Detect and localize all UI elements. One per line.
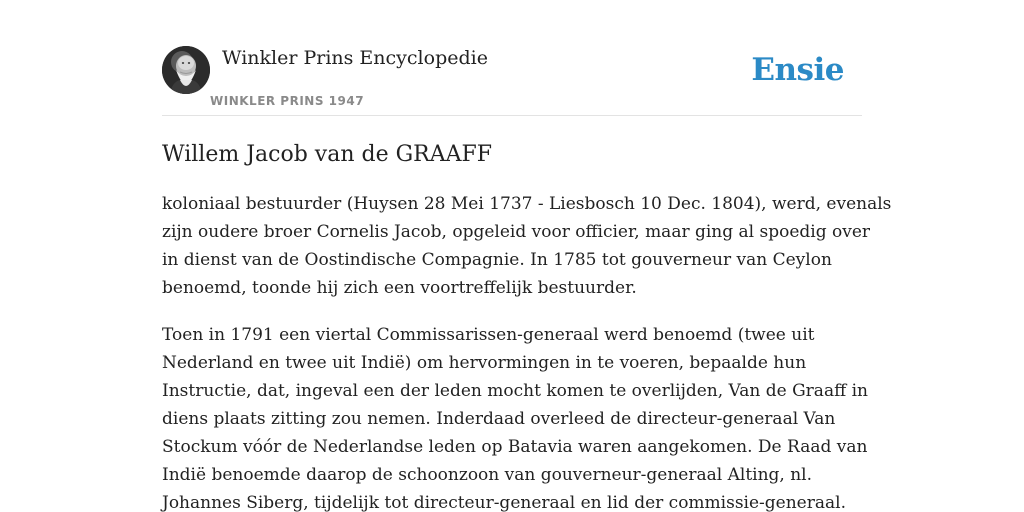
paragraph [162, 190, 892, 302]
bearded-man-portrait-icon [162, 46, 210, 94]
article-title: Willem Jacob van de GRAAFF [162, 142, 493, 167]
source-header [162, 0, 862, 116]
article-container [162, 0, 892, 512]
avatar[interactable] [162, 46, 210, 94]
text-line: Stockum vóór de Nederlandse leden op Batavia waren aangekomen. De Raad van [162, 437, 868, 457]
brand-logo[interactable]: Ensie [751, 52, 844, 88]
paragraph [162, 321, 868, 512]
text-line: Johannes Siberg, tijdelijk tot directeur-generaal en lid der commissie-generaal. [162, 493, 846, 512]
text-line: Toen in 1791 een viertal Commissarissen-generaal werd benoemd (twee uit [162, 325, 815, 345]
text-line: Instructie, dat, ingeval een der leden mocht komen te overlijden, Van de Graaff in [162, 381, 868, 401]
source-subtitle[interactable]: WINKLER PRINS 1947 [210, 94, 365, 108]
text-line: zijn oudere broer Cornelis Jacob, opgeleid voor officier, maar ging al spoedig over [162, 222, 871, 242]
text-line: in dienst van de Oostindische Compagnie. In 1785 tot gouverneur van Ceylon [162, 250, 832, 270]
article-body [162, 190, 892, 512]
text-line: diens plaats zitting zou nemen. Inderdaad overleed de directeur-generaal Van [162, 409, 836, 429]
text-line: benoemd, toonde hij zich een voortreffelijk bestuurder. [162, 278, 637, 298]
text-line: Indië benoemde daarop de schoonzoon van gouverneur-generaal Alting, nl. [162, 465, 813, 485]
text-line: Nederland en twee uit Indië) om hervormingen in te voeren, bepaalde hun [162, 353, 807, 373]
source-name[interactable]: Winkler Prins Encyclopedie [222, 47, 488, 69]
text-line: koloniaal bestuurder (Huysen 28 Mei 1737 - Liesbosch 10 Dec. 1804), werd, evenals [162, 194, 892, 214]
